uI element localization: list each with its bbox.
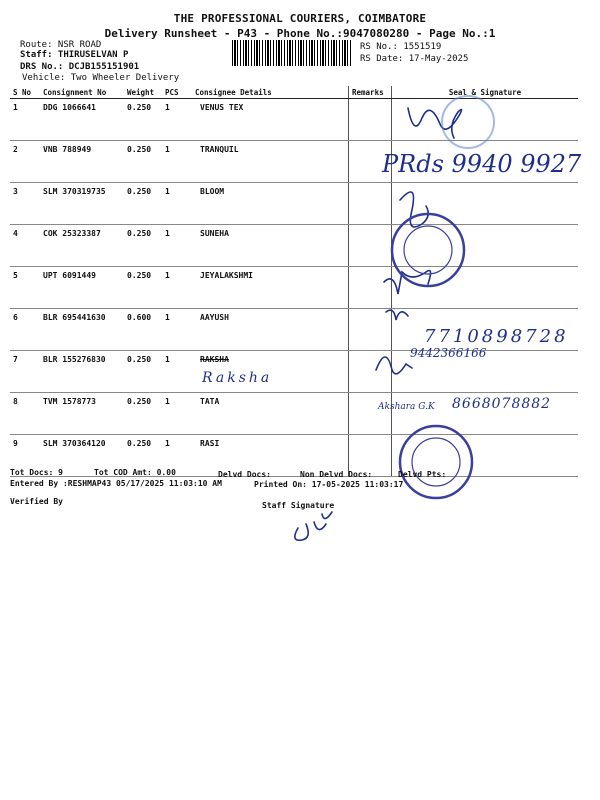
cell-pcs: 1 (162, 225, 192, 267)
cell-consignment: SLM 370364120 (40, 435, 124, 477)
cell-consignee: RAKSHA (192, 351, 349, 393)
cell-pcs: 1 (162, 393, 192, 435)
total-cod: Tot COD Amt: 0.00 (94, 468, 176, 477)
delivered-docs: Delvd Docs: (218, 470, 271, 479)
verified-by: Verified By (10, 497, 63, 506)
cell-consignee: BLOOM (192, 183, 349, 225)
cell-consignment: UPT 6091449 (40, 267, 124, 309)
cell-sno: 1 (10, 99, 40, 141)
cell-weight: 0.250 (124, 267, 162, 309)
cell-sno: 8 (10, 393, 40, 435)
cell-weight: 0.250 (124, 435, 162, 477)
rs-number: RS No.: 1551519 (360, 42, 442, 52)
cell-pcs: 1 (162, 267, 192, 309)
handwritten-phone-row7: 9442366166 (410, 346, 487, 360)
cell-consignment: SLM 370319735 (40, 183, 124, 225)
cell-sno: 5 (10, 267, 40, 309)
cell-consignee: JEYALAKSHMI (192, 267, 349, 309)
vehicle: Vehicle: Two Wheeler Delivery (22, 73, 180, 83)
entered-by: Entered By :RESHMAP43 05/17/2025 11:03:10 AM (10, 479, 222, 488)
total-docs: Tot Docs: 9 (10, 468, 63, 477)
handwritten-phone-row6: 7710898728 (424, 326, 569, 347)
staff-signature-label: Staff Signature (262, 501, 335, 510)
cell-pcs: 1 (162, 183, 192, 225)
cell-weight: 0.250 (124, 225, 162, 267)
cell-consignee: AAYUSH (192, 309, 349, 351)
cell-weight: 0.250 (124, 393, 162, 435)
cell-pcs: 1 (162, 309, 192, 351)
stamp-row1 (442, 96, 494, 148)
cell-weight: 0.250 (124, 141, 162, 183)
cell-weight: 0.600 (124, 309, 162, 351)
rs-date: RS Date: 17-May-2025 (360, 54, 469, 64)
non-delivered-docs: Non Delvd Docs: (300, 470, 373, 479)
cell-consignment: TVM 1578773 (40, 393, 124, 435)
cell-sno: 7 (10, 351, 40, 393)
cell-consignee: TRANQUIL (192, 141, 349, 183)
cell-pcs: 1 (162, 141, 192, 183)
staff-signature-mark (295, 512, 332, 540)
cell-sno: 2 (10, 141, 40, 183)
col-pcs: PCS (162, 86, 192, 99)
handwritten-name-row8: Akshara G.K (378, 402, 435, 412)
delivered-points: Delvd Pts: (398, 470, 447, 479)
cell-pcs: 1 (162, 99, 192, 141)
col-consignee: Consignee Details (192, 86, 349, 99)
staff: Staff: THIRUSELVAN P (20, 50, 129, 60)
cell-sno: 9 (10, 435, 40, 477)
col-sno: S No (10, 86, 40, 99)
cell-consignment: DDG 1066641 (40, 99, 124, 141)
company-title: THE PROFESSIONAL COURIERS, COIMBATORE (173, 12, 427, 25)
cell-sno: 6 (10, 309, 40, 351)
signature-row7 (376, 357, 412, 374)
cell-consignment: COK 25323387 (40, 225, 124, 267)
cell-consignee: TATA (192, 393, 349, 435)
col-seal: Seal & Signature (392, 86, 579, 99)
handwritten-phone-row8: 8668078882 (452, 396, 552, 412)
stamp-row9 (400, 426, 472, 498)
cell-weight: 0.250 (124, 183, 162, 225)
handwritten-name-row7: Raksha (202, 370, 273, 386)
handwritten-phone-row2-value: 9940 9927 (451, 150, 582, 178)
cell-consignee: RASI (192, 435, 349, 477)
signature-row6 (386, 310, 408, 320)
drs-number: DRS No.: DCJB155151901 (20, 62, 140, 72)
route: Route: NSR ROAD (20, 40, 102, 50)
stamp-row4 (392, 214, 464, 286)
cell-consignee: SUNEHA (192, 225, 349, 267)
cell-weight: 0.250 (124, 99, 162, 141)
signature-row1 (408, 108, 462, 138)
printed-on: Printed On: 17-05-2025 11:03:17 (254, 480, 404, 489)
runsheet-subtitle: Delivery Runsheet - P43 - Phone No.:9047080280 - Page No.:1 (104, 27, 496, 40)
cell-consignment: VNB 788949 (40, 141, 124, 183)
stamp-row4-inner (404, 226, 452, 274)
cell-consignee: VENUS TEX (192, 99, 349, 141)
col-consignment: Consignment No (40, 86, 124, 99)
handwritten-phone-row2: PRds 9940 9927 (382, 150, 582, 178)
col-remarks: Remarks (349, 86, 392, 99)
cell-pcs: 1 (162, 351, 192, 393)
cell-weight: 0.250 (124, 351, 162, 393)
cell-consignment: BLR 155276830 (40, 351, 124, 393)
cell-sno: 3 (10, 183, 40, 225)
cell-sno: 4 (10, 225, 40, 267)
cell-pcs: 1 (162, 435, 192, 477)
col-weight: Weight (124, 86, 162, 99)
cell-consignment: BLR 695441630 (40, 309, 124, 351)
